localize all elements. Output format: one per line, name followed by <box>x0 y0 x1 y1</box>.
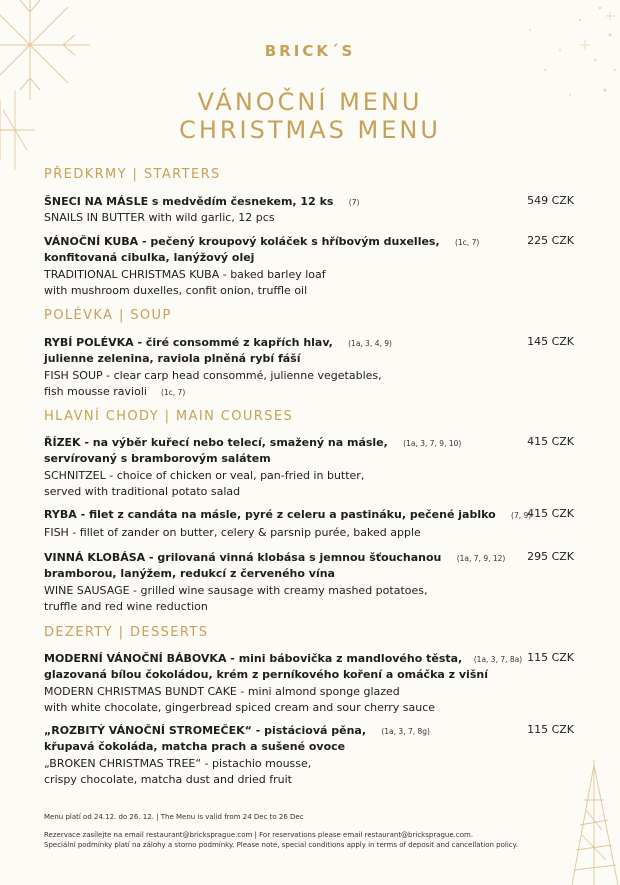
allergens: (7, 9) <box>511 511 532 520</box>
dish-desc-cz: - pečený kroupový koláček s hříbovým duxelles, <box>138 235 440 248</box>
price: 145 CZK <box>527 335 574 348</box>
menu-item <box>44 723 574 788</box>
christmas-tree-icon <box>568 760 620 885</box>
price: 549 CZK <box>527 194 574 207</box>
dish-desc-en-2: served with traditional potato salad <box>44 485 241 498</box>
menu-item <box>44 234 574 299</box>
menu-item <box>44 435 574 500</box>
dish-name: ŘÍZEK <box>44 436 81 449</box>
price: 295 CZK <box>527 550 574 563</box>
dish-desc-cz-2: křupavá čokoláda, matcha prach a sušené ovoce <box>44 740 346 753</box>
dish-desc-en-2: truffle and red wine reduction <box>44 600 208 613</box>
dish-desc-cz: - pistáciová pěna, <box>251 724 367 737</box>
allergens: (1a, 7, 9, 12) <box>456 554 506 563</box>
dish-desc-cz: - grilovaná vinná klobása s jemnou šťouchanou <box>145 551 442 564</box>
section-soup: POLÉVKA | SOUP <box>44 308 172 323</box>
dish-desc-en: FISH SOUP - clear carp head consommé, julienne vegetables, <box>44 369 382 382</box>
dish-desc-cz-2: julienne zelenina, raviola plněná rybí fáší <box>44 352 301 365</box>
section-main-courses: HLAVNÍ CHODY | MAIN COURSES <box>44 409 294 424</box>
dish-desc-cz-2: glazovaná bílou čokoládou, krém z perníkového koření a omáčka z višní <box>44 668 488 681</box>
menu-item <box>44 194 574 226</box>
dish-desc-cz-2: servírovaný s bramborovým salátem <box>44 452 271 465</box>
allergens: (7) <box>348 198 360 207</box>
dish-desc-cz: - čiré consommé z kapřích hlav, <box>133 336 333 349</box>
allergens: (1a, 3, 7, 9, 10) <box>403 439 462 448</box>
price: 415 CZK <box>527 507 574 520</box>
dish-name: „ROZBITÝ VÁNOČNÍ STROMEČEK“ <box>44 724 252 737</box>
menu-item <box>44 335 574 401</box>
dish-name: VÁNOČNÍ KUBA <box>44 235 139 248</box>
dish-desc-en: SNAILS IN BUTTER with wild garlic, 12 pcs <box>44 211 275 224</box>
dish-name: RYBÍ POLÉVKA <box>44 336 134 349</box>
title-english: CHRISTMAS MENU <box>179 116 441 144</box>
dish-desc-cz: s medvědím česnekem, 12 ks <box>148 195 334 208</box>
dish-desc-en-2: with white chocolate, gingerbread spiced cream and sour cherry sauce <box>44 701 436 714</box>
dish-desc-cz: - na výběr kuřecí nebo telecí, smažený na másle, <box>80 436 388 449</box>
dish-desc-cz-2: bramborou, lanýžem, redukcí z červeného vína <box>44 567 335 580</box>
dish-desc-en-2: with mushroom duxelles, confit onion, truffle oil <box>44 284 308 297</box>
dish-name: ŠNECI NA MÁSLE <box>44 195 149 208</box>
section-desserts: DEZERTY | DESSERTS <box>44 625 209 640</box>
menu-item <box>44 507 574 541</box>
title-czech: VÁNOČNÍ MENU <box>197 88 423 116</box>
dish-desc-en: MODERN CHRISTMAS BUNDT CAKE - mini almond sponge glazed <box>44 685 400 698</box>
allergens: (1a, 3, 4, 9) <box>348 339 392 348</box>
conditions-note: Speciální podmínky platí na zálohy a storno podmínky. Please note, special conditions apply in terms of deposit and cancellation policy. <box>44 841 518 849</box>
reservation-note: Rezervace zasílejte na email restaurant@bricksprague.com | For reservations please email restaurant@bricksprague.com. <box>44 831 474 839</box>
dish-desc-en: „BROKEN CHRISTMAS TREE“ - pistachio mousse, <box>44 757 312 770</box>
dish-name: MODERNÍ VÁNOČNÍ BÁBOVKA <box>44 652 227 665</box>
dish-desc-cz: - mini bábovička z mandlového těsta, <box>226 652 463 665</box>
dish-desc-en: SCHNITZEL - choice of chicken or veal, pan-fried in butter, <box>44 469 365 482</box>
allergens: (1c, 7) <box>160 388 186 397</box>
price: 415 CZK <box>527 435 574 448</box>
brand-logo: BRICK´S <box>264 42 356 60</box>
dish-desc-cz-2: konfitovaná cibulka, lanýžový olej <box>44 251 255 264</box>
price: 225 CZK <box>527 234 574 247</box>
price: 115 CZK <box>527 651 574 664</box>
price: 115 CZK <box>527 723 574 736</box>
menu-item <box>44 651 574 716</box>
allergens: (1a, 3, 7, 8g) <box>381 727 430 736</box>
dish-desc-en: TRADITIONAL CHRISTMAS KUBA - baked barley loaf <box>44 268 326 281</box>
section-starters: PŘEDKRMY | STARTERS <box>44 167 221 182</box>
dish-desc-en-2: fish mousse ravioli <box>44 385 147 398</box>
menu-item <box>44 550 574 615</box>
allergens: (1a, 3, 7, 8a) <box>473 655 523 664</box>
dish-desc-cz: - filet z candáta na másle, pyré z celeru a pastináku, pečené jablko <box>76 508 496 521</box>
dish-name: RYBA <box>44 508 77 521</box>
dish-desc-en: FISH - fillet of zander on butter, celery & parsnip purée, baked apple <box>44 526 421 539</box>
dish-name: VINNÁ KLOBÁSA <box>44 551 146 564</box>
dish-desc-en-2: crispy chocolate, matcha dust and dried fruit <box>44 773 292 786</box>
dish-desc-en: WINE SAUSAGE - grilled wine sausage with creamy mashed potatoes, <box>44 584 428 597</box>
menu-validity: Menu platí od 24.12. do 26. 12. | The Menu is valid from 24 Dec to 26 Dec <box>44 813 304 821</box>
allergens: (1c, 7) <box>454 238 480 247</box>
